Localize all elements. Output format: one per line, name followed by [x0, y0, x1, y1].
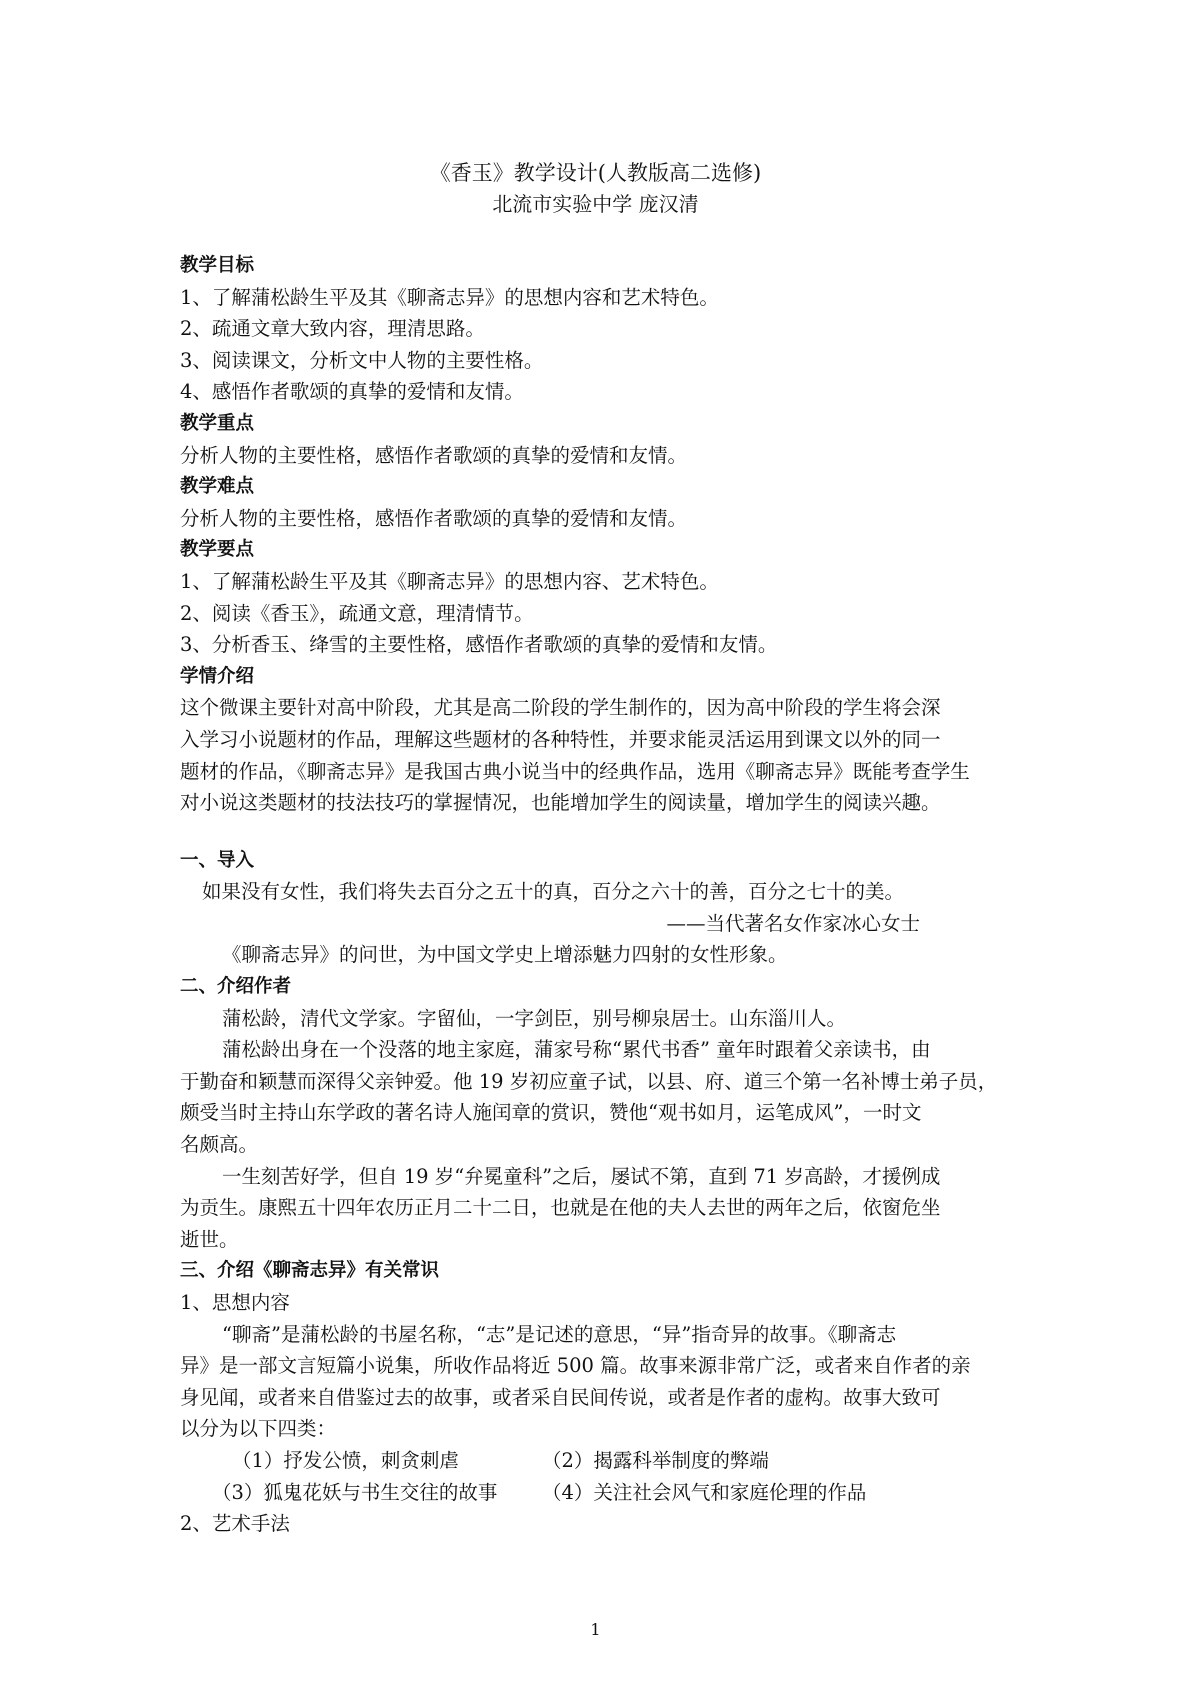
category-item: （4）关注社会风气和家庭伦理的作品: [542, 1480, 867, 1504]
page-number: 1: [590, 1620, 601, 1639]
difficulties-text: 分析人物的主要性格，感悟作者歌颂的真挚的爱情和友情。: [180, 506, 688, 530]
liaozhai-para-line: 以分为以下四类：: [180, 1417, 337, 1441]
category-item: （3）狐鬼花妖与书生交往的故事: [212, 1480, 498, 1504]
section-heading-difficulties: 教学难点: [180, 476, 255, 498]
liaozhai-subheading: 2、艺术手法: [180, 1512, 290, 1536]
section-heading-student-info: 学情介绍: [180, 665, 255, 687]
key-points-text: 分析人物的主要性格，感悟作者歌颂的真挚的爱情和友情。: [180, 443, 688, 467]
liaozhai-subheading: 1、思想内容: [180, 1291, 290, 1314]
category-item: （1）抒发公愤，刺贪刺虐: [232, 1448, 459, 1472]
student-info-line: 对小说这类题材的技法技巧的掌握情况，也能增加学生的阅读量，增加学生的阅读兴趣。: [180, 791, 941, 815]
category-item: （2）揭露科举制度的弊端: [542, 1448, 769, 1472]
author-para-line: 蒲松龄，清代文学家。字留仙，一字剑臣，别号柳泉居士。山东淄川人。: [222, 1006, 847, 1030]
section-heading-key-points: 教学重点: [180, 412, 255, 434]
section-heading-intro: 一、导入: [180, 849, 255, 871]
author-para-line: 为贡生。康熙五十四年农历正月二十二日，也就是在他的夫人去世的两年之后，依窗危坐: [180, 1196, 941, 1220]
objective-item: 4、感悟作者歌颂的真挚的爱情和友情。: [180, 380, 524, 404]
student-info-line: 题材的作品，《聊斋志异》是我国古典小说当中的经典作品，选用《聊斋志异》既能考查学生: [180, 759, 970, 783]
essential-item: 2、阅读《香玉》，疏通文意，理清情节。: [180, 601, 534, 625]
liaozhai-para-line: 身见闻，或者来自借鉴过去的故事，或者采自民间传说，或者是作者的虚构。故事大致可: [180, 1385, 941, 1409]
intro-text: 《聊斋志异》的问世，为中国文学史上增添魅力四射的女性形象。: [222, 943, 788, 967]
section-heading-liaozhai: 三、介绍《聊斋志异》有关常识: [180, 1260, 440, 1282]
objective-item: 1、了解蒲松龄生平及其《聊斋志异》的思想内容和艺术特色。: [180, 285, 719, 309]
section-heading-essentials: 教学要点: [180, 539, 255, 561]
intro-attribution: ——当代著名女作家冰心女士: [666, 911, 920, 935]
spacer: [180, 819, 1016, 845]
student-info-line: 入学习小说题材的作品，理解这些题材的各种特性，并要求能灵活运用到课文以外的同一: [180, 727, 941, 751]
author-para-line: 颇受当时主持山东学政的著名诗人施闰章的赏识，赞他“观书如月，运笔成风”，一时文: [180, 1101, 922, 1125]
author-para-line: 逝世。: [180, 1227, 239, 1251]
liaozhai-para-line: “聊斋”是蒲松龄的书屋名称，“志”是记述的意思，“异”指奇异的故事。《聊斋志: [222, 1322, 897, 1346]
essential-item: 3、分析香玉、绛雪的主要性格，感悟作者歌颂的真挚的爱情和友情。: [180, 633, 778, 657]
objective-item: 2、疏通文章大致内容，理清思路。: [180, 317, 485, 341]
section-heading-author-intro: 二、介绍作者: [180, 976, 292, 998]
section-heading-objectives: 教学目标: [180, 255, 255, 276]
liaozhai-para-line: 异》是一部文言短篇小说集，所收作品将近 500 篇。故事来源非常广泛，或者来自作者的亲: [180, 1354, 971, 1378]
essential-item: 1、了解蒲松龄生平及其《聊斋志异》的思想内容、艺术特色。: [180, 569, 719, 593]
author-para-line: 蒲松龄出身在一个没落的地主家庭，蒲家号称“累代书香” 童年时跟着父亲读书，由: [222, 1038, 931, 1062]
author-para-line: 于勤奋和颖慧而深得父亲钟爱。他 19 岁初应童子试，以县、府、道三个第一名补博士弟子员，: [180, 1069, 998, 1093]
document-body: [180, 250, 1016, 1540]
document-author: 北流市实验中学 庞汉清: [492, 192, 699, 216]
author-para-line: 名颇高。: [180, 1133, 259, 1157]
category-row: [180, 1445, 1016, 1477]
objective-item: 3、阅读课文，分析文中人物的主要性格。: [180, 348, 544, 372]
intro-quote: 如果没有女性，我们将失去百分之五十的真，百分之六十的善，百分之七十的美。: [202, 880, 905, 904]
document-title: 《香玉》教学设计(人教版高二选修): [429, 161, 762, 185]
category-row: [180, 1477, 1016, 1509]
author-para-line: 一生刻苦好学，但自 19 岁“弁冕童科”之后，屡试不第，直到 71 岁高龄，才援例成: [222, 1164, 941, 1188]
student-info-line: 这个微课主要针对高中阶段，尤其是高二阶段的学生制作的，因为高中阶段的学生将会深: [180, 696, 941, 720]
